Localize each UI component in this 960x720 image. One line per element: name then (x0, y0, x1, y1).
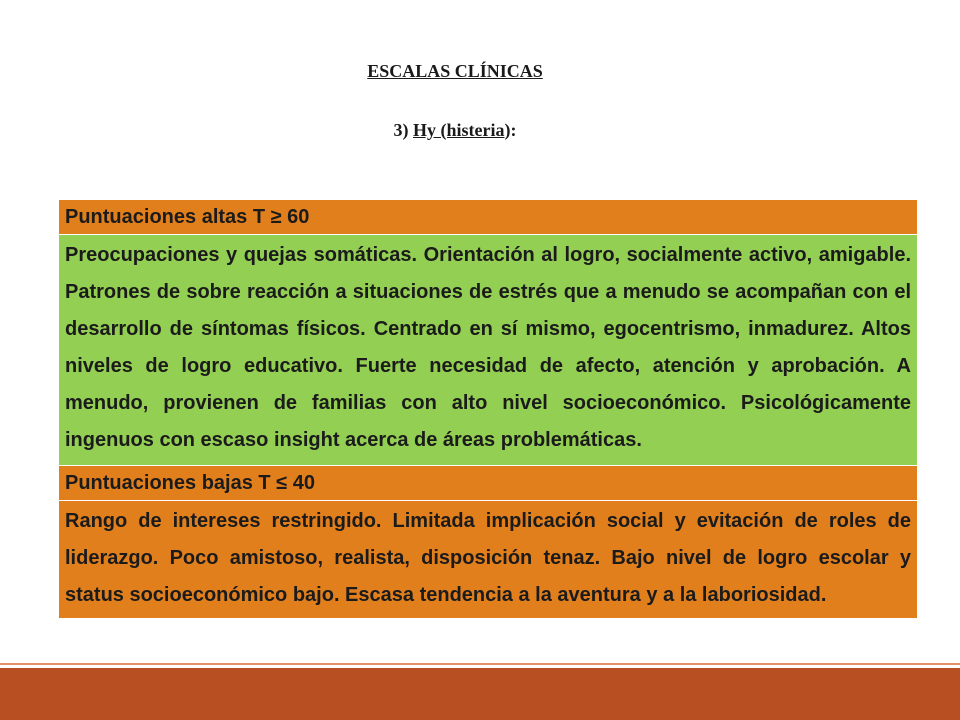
footer-divider (0, 663, 960, 665)
subtitle-suffix: ): (504, 120, 517, 140)
subtitle-scale-name: Hy (histeria (413, 120, 505, 140)
scores-table (58, 199, 918, 619)
footer-band (0, 668, 960, 720)
table-row-low-header (59, 466, 918, 501)
slide-subtitle (0, 120, 910, 141)
table-row-high-description (59, 235, 918, 466)
high-scores-header: Puntuaciones altas T ≥ 60 (59, 200, 918, 235)
low-scores-header: Puntuaciones bajas T ≤ 40 (59, 466, 918, 501)
slide-title: ESCALAS CLÍNICAS (367, 61, 543, 81)
subtitle-prefix: 3) (393, 120, 413, 140)
table-row-low-description (59, 501, 918, 619)
table-row-high-header (59, 200, 918, 235)
high-scores-description: Preocupaciones y quejas somáticas. Orientación al logro, socialmente activo, amigable. Patrones de sobre reacción a situaciones de estrés que a menudo se acompañan con el desarrollo de síntomas físicos. Centrado en sí mismo, egocentrismo, inmadurez. Altos niveles de logro educativo. Fuerte necesidad de afecto, atención y aprobación. A menudo, provienen de familias con alto nivel socioeconómico. Psicológicamente ingenuos con escaso insight acerca de áreas problemáticas. (59, 235, 918, 466)
low-scores-description: Rango de intereses restringido. Limitada implicación social y evitación de roles de liderazgo. Poco amistoso, realista, disposición tenaz. Bajo nivel de logro escolar y status socioeconómico bajo. Escasa tendencia a la aventura y a la laboriosidad. (59, 501, 918, 619)
